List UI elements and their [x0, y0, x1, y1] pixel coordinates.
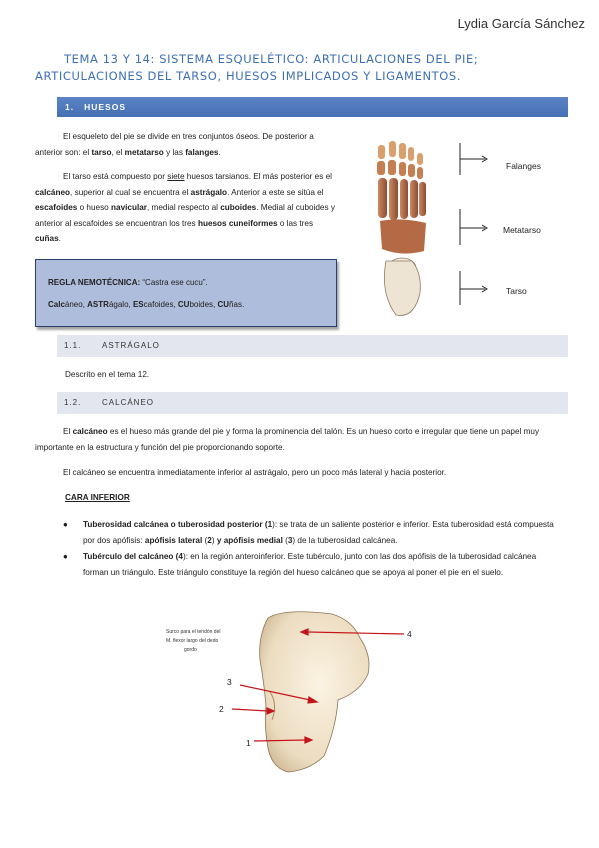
caption-line-2: M. flexor largo del dedo	[166, 638, 219, 644]
text-run: Tuberosidad calcánea o tuberosidad posterior (	[83, 520, 268, 529]
calcaneo-paragraph-2: El calcáneo se encuentra inmediatamente inferior al astrágalo, pero un poco más lateral y hacia posterior.	[63, 468, 447, 477]
text-run: apófisis medial	[223, 535, 283, 545]
label-tarso: Tarso	[506, 286, 527, 296]
text-run: ): en la región anteroinferior. Este tubérculo, junto con las dos apófisis de la tuberosidad calcánea forman un triángulo. Este triángulo constituye la región del hueso calcáneo que se apoya al poner el pie en el suelo.	[83, 552, 537, 577]
caption-line-1: Surco para el tendón del	[166, 629, 221, 635]
text-run: 4	[178, 552, 183, 561]
callout-number-4: 4	[407, 629, 412, 639]
term-escafoides: escafoides	[35, 203, 78, 212]
text-run: 2	[207, 535, 212, 545]
subsection-number: 1.1.	[64, 341, 82, 350]
term-astragalo: astrágalo	[190, 187, 228, 197]
text-run: . Medial al cuboides y anterior al escafoides se encuentran los tres	[35, 203, 335, 228]
mnemonic-part-rest: cafoides,	[143, 300, 178, 309]
subsection-header-calcaneo	[57, 392, 568, 414]
cara-inferior-heading: CARA INFERIOR	[65, 493, 130, 502]
term-navicular: navicular	[111, 203, 147, 212]
section-label: HUESOS	[84, 102, 126, 112]
mnemonic-part: CU	[177, 300, 190, 309]
subsection-label: ASTRÁGALO	[102, 341, 160, 350]
callout-number-3: 3	[227, 677, 232, 687]
calcaneus-figure	[160, 608, 440, 778]
mnemonic-quote: “Castra ese cucu”.	[142, 278, 208, 287]
text-run: . Anterior a este se sitúa el	[227, 187, 324, 197]
term-cunas: cuñas	[35, 234, 59, 243]
text-run: o hueso	[77, 203, 112, 212]
author-name: Lydia García Sánchez	[457, 16, 585, 31]
mnemonic-title-bold: REGLA NEMOTÉCNICA:	[48, 278, 143, 287]
bullet-icon: ●	[63, 552, 68, 561]
mnemonic-expansion	[48, 294, 336, 316]
list-item	[58, 549, 558, 580]
tarsals-illustration	[380, 219, 426, 315]
text-run: , superior al cual se encuentra el	[70, 187, 191, 197]
callout-number-2: 2	[219, 704, 224, 714]
phalanges-illustration	[377, 141, 423, 179]
astragalo-text: Descrito en el tema 12.	[65, 370, 150, 379]
text-run: , el	[111, 147, 125, 157]
text-run: (	[282, 535, 288, 545]
callout-number-1: 1	[246, 738, 251, 748]
subsection-label: CALCÁNEO	[102, 398, 155, 407]
title-line-1: TEMA 13 Y 14: SISTEMA ESQUELÉTICO: ARTICULACIONES DEL PIE;	[64, 52, 479, 66]
term-calcaneo: calcáneo	[72, 427, 108, 436]
mnemonic-part-rest: áneo,	[64, 300, 88, 309]
mnemonic-part: Calc	[48, 300, 65, 309]
metatarsals-illustration	[378, 178, 426, 220]
text-run: ): se trata de un saliente posterior e inferior. Esta tuberosidad está compuesta por dos apófisis:	[83, 520, 554, 545]
term-tarso: tarso	[91, 147, 112, 157]
calcaneo-paragraph-1	[35, 424, 565, 455]
list-item	[58, 517, 558, 548]
text-run: o las tres	[277, 218, 314, 228]
section-number: 1.	[65, 102, 75, 112]
text-run: El esqueleto del pie se divide en tres conjuntos óseos. De posterior a anterior son: el	[35, 132, 314, 157]
calcaneus-bone-illustration	[260, 612, 369, 772]
term-cuboides: cuboides	[220, 203, 257, 212]
caption-line-3: gordo	[184, 647, 197, 653]
text-run: 1	[267, 520, 273, 529]
term-falanges: falanges	[185, 147, 219, 157]
text-run: y	[216, 535, 222, 545]
mnemonic-part: ES	[132, 300, 144, 309]
bracket-lines	[460, 143, 487, 305]
term-calcaneo: calcáneo	[35, 187, 71, 197]
text-run: huesos tarsianos. El más posterior es el	[184, 172, 332, 181]
text-run: .	[58, 234, 61, 243]
mnemonic-box	[35, 259, 337, 327]
foot-skeleton-figure	[340, 133, 580, 323]
text-run: y las	[163, 147, 186, 157]
subsection-number: 1.2.	[64, 398, 82, 407]
text-run: .	[218, 147, 221, 157]
text-run: ) de la tuberosidad calcánea.	[292, 535, 398, 545]
label-falanges: Falanges	[506, 161, 541, 171]
text-run: 3	[287, 535, 293, 545]
mnemonic-part-rest: ñas.	[229, 300, 245, 309]
text-run: es el hueso más grande del pie y forma la prominencia del talón. Es un hueso corto e irregular que tiene un papel muy importante en la estructura y función del pie proporcionando soporte.	[35, 427, 540, 452]
term-siete: siete	[167, 172, 185, 181]
text-run: (	[202, 535, 208, 545]
term-metatarso: metatarso	[124, 147, 164, 157]
bullet-icon: ●	[63, 520, 68, 529]
mnemonic-part: CU	[217, 300, 230, 309]
document-title	[35, 51, 575, 85]
text-run: El	[63, 427, 73, 436]
text-run: , medial respecto al	[146, 203, 221, 212]
section-header-huesos	[57, 97, 568, 117]
mnemonic-title	[48, 272, 336, 294]
intro-paragraph-1	[35, 129, 338, 160]
subsection-header-astragalo	[57, 335, 568, 357]
text-run: )	[211, 535, 217, 545]
mnemonic-part: ASTR	[87, 300, 109, 309]
mnemonic-part-rest: boides,	[189, 300, 218, 309]
text-run: Tubérculo del calcáneo (	[83, 552, 179, 561]
title-line-2: ARTICULACIONES DEL TARSO, HUESOS IMPLICADOS Y LIGAMENTOS.	[35, 69, 462, 83]
text-run: El tarso está compuesto por	[63, 172, 168, 181]
intro-paragraph-2	[35, 169, 340, 247]
mnemonic-part-rest: ágalo,	[108, 300, 133, 309]
text-run: apófisis lateral	[144, 535, 203, 545]
term-cuneiformes: huesos cuneiformes	[197, 218, 278, 228]
label-metatarso: Metatarso	[503, 225, 541, 235]
cara-inferior-list	[58, 517, 558, 581]
